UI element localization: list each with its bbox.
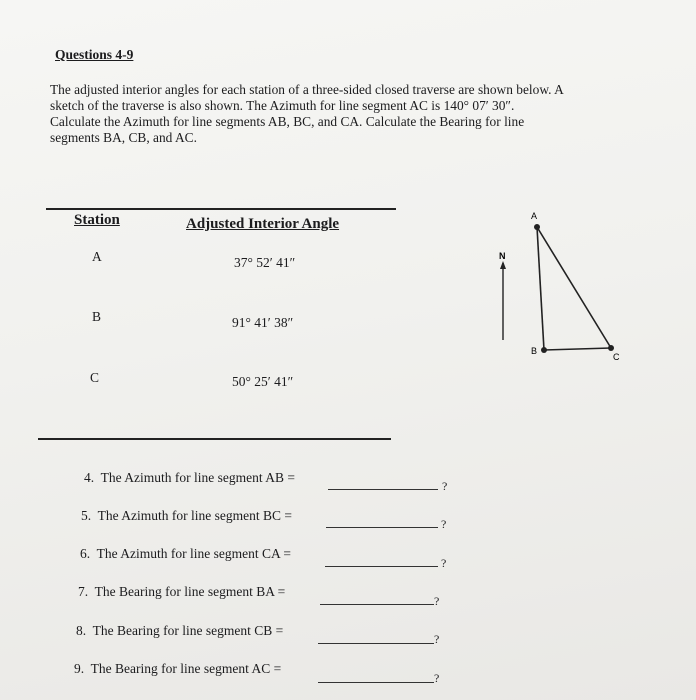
answer-blank-8[interactable]	[318, 643, 434, 644]
station-a-cell: A	[92, 249, 102, 264]
answer-placeholder-5: ?	[441, 517, 447, 531]
question-8-number: 8.	[76, 623, 87, 638]
line-ab	[537, 227, 544, 350]
north-label: N	[499, 251, 506, 261]
question-7-number: 7.	[78, 584, 89, 599]
answer-placeholder-6: ?	[441, 556, 447, 570]
answer-blank-7[interactable]	[320, 604, 434, 605]
angle-c-cell: 50° 25′ 41″	[232, 374, 294, 389]
intro-line-2: sketch of the traverse is also shown. The Azimuth for line segment AC is 140° 07′ 30″.	[50, 98, 515, 113]
sketch-label-b: B	[531, 346, 538, 356]
question-8	[76, 623, 283, 639]
station-c-cell: C	[90, 370, 100, 385]
intro-line-1: The adjusted interior angles for each station of a three-sided closed traverse are shown below. A	[50, 82, 564, 97]
north-arrow-icon	[500, 261, 506, 269]
question-4-text: The Azimuth for line segment AB =	[100, 470, 295, 485]
question-9-text: The Bearing for line segment AC =	[90, 661, 282, 676]
question-7	[78, 584, 285, 600]
question-5-text: The Azimuth for line segment BC =	[97, 508, 292, 523]
station-column-header: Station	[74, 212, 120, 228]
problem-statement	[50, 82, 650, 146]
question-9-number: 9.	[74, 661, 85, 676]
question-6	[80, 546, 291, 562]
line-ac	[537, 227, 611, 348]
answer-blank-5[interactable]	[326, 527, 438, 528]
sketch-label-c: C	[613, 352, 620, 362]
intro-line-4: segments BA, CB, and AC.	[50, 130, 197, 145]
table-top-rule	[46, 208, 396, 210]
station-b-cell: B	[92, 309, 102, 324]
question-6-text: The Azimuth for line segment CA =	[96, 546, 291, 561]
question-5-number: 5.	[81, 508, 92, 523]
angle-b-cell: 91° 41′ 38″	[232, 315, 294, 330]
answer-placeholder-7: ?	[434, 594, 440, 608]
angle-column-header: Adjusted Interior Angle	[186, 216, 340, 232]
table-bottom-rule	[38, 438, 391, 440]
answer-blank-9[interactable]	[318, 682, 434, 683]
station-b-point	[541, 347, 547, 353]
line-bc	[544, 348, 611, 350]
angle-a-cell: 37° 52′ 41″	[234, 255, 296, 270]
answer-placeholder-8: ?	[434, 632, 440, 646]
station-c-point	[608, 345, 614, 351]
questions-heading: Questions 4-9	[55, 47, 134, 62]
question-5	[81, 508, 292, 524]
question-9	[74, 661, 281, 677]
question-7-text: The Bearing for line segment BA =	[94, 584, 286, 599]
station-a-point	[534, 224, 540, 230]
question-8-text: The Bearing for line segment CB =	[92, 623, 284, 638]
intro-line-3: Calculate the Azimuth for line segments AB, BC, and CA. Calculate the Bearing for line	[50, 114, 525, 129]
answer-blank-6[interactable]	[325, 566, 438, 567]
answer-placeholder-9: ?	[434, 671, 440, 685]
question-6-number: 6.	[80, 546, 91, 561]
question-4-number: 4.	[84, 470, 95, 485]
sketch-label-a: A	[531, 211, 538, 221]
question-4	[84, 470, 295, 486]
traverse-sketch	[490, 205, 630, 375]
answer-placeholder-4: ?	[442, 479, 448, 493]
answer-blank-4[interactable]	[328, 489, 438, 490]
